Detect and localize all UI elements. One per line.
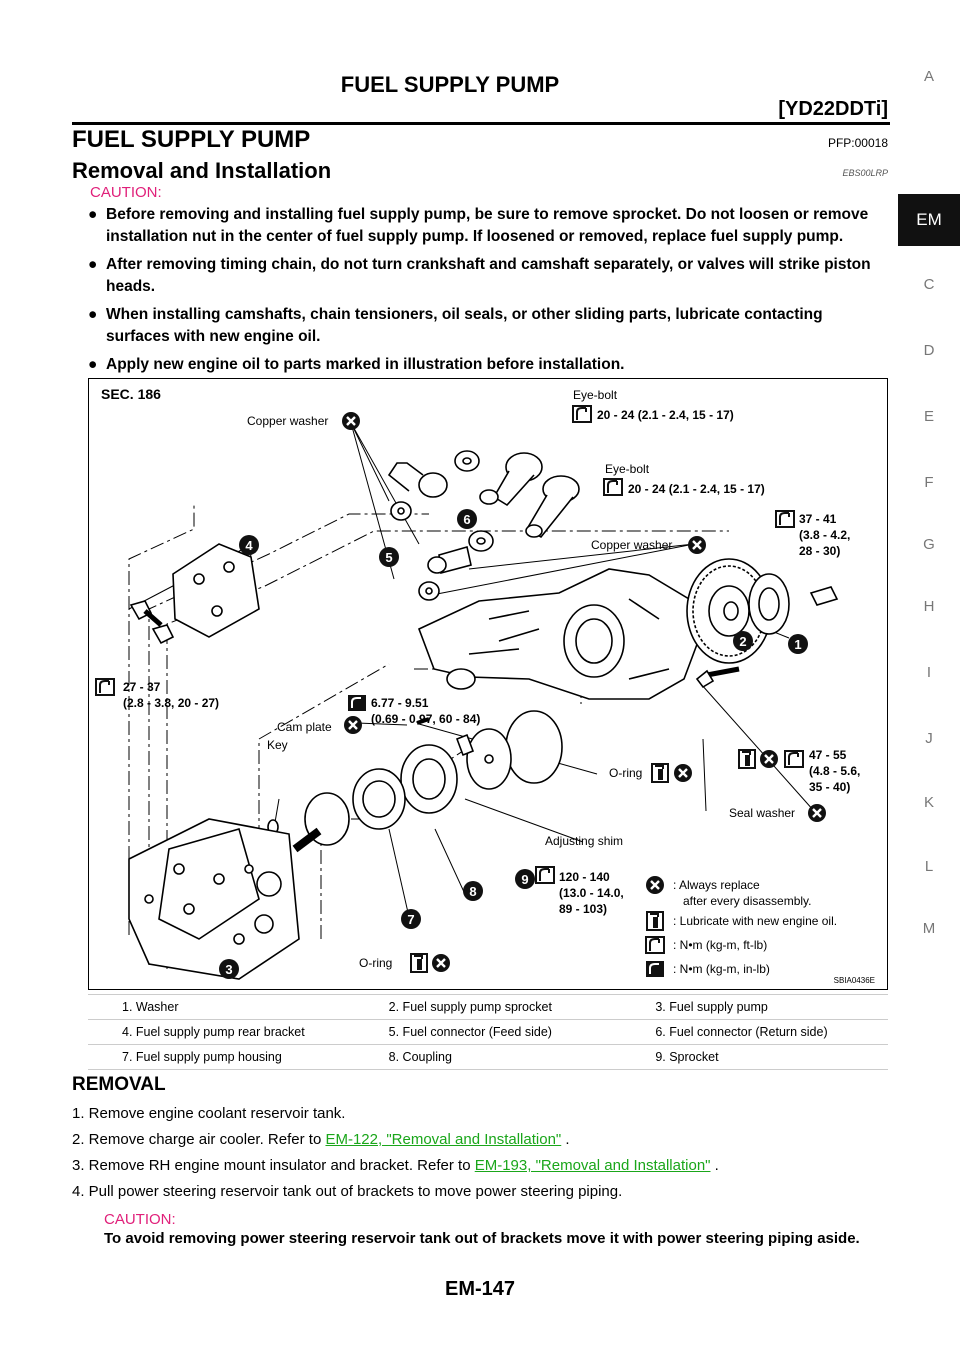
replace-icon bbox=[760, 750, 778, 768]
section-tab-f[interactable]: F bbox=[924, 474, 934, 491]
eye-bolt-label-2: Eye-bolt bbox=[605, 462, 650, 476]
copper-washer-label-top: Copper washer bbox=[247, 414, 329, 428]
legend-cell: 4. Fuel supply pump rear bracket bbox=[88, 1020, 355, 1045]
caution-list bbox=[88, 204, 888, 382]
torque-bracket-2: (2.8 - 3.8, 20 - 27) bbox=[123, 696, 220, 710]
oil-icon bbox=[739, 750, 755, 768]
page-number: EM-147 bbox=[444, 1278, 516, 1300]
torque-bracket-1: 27 - 37 bbox=[123, 680, 161, 694]
legend-torque-ftlb-icon bbox=[646, 937, 664, 953]
replace-icon bbox=[432, 954, 450, 972]
section-title: FUEL SUPPLY PUMP bbox=[72, 126, 311, 153]
o-ring-label-bottom: O-ring bbox=[359, 956, 393, 970]
copper-washer-label-mid: Copper washer bbox=[591, 538, 673, 552]
replace-icon bbox=[808, 804, 826, 822]
section-tab-g[interactable]: G bbox=[923, 536, 935, 553]
torque-sprocket-2: (13.0 - 14.0, bbox=[559, 886, 624, 900]
table-row bbox=[88, 1045, 888, 1070]
torque-wrench-icon bbox=[96, 679, 114, 695]
callout-3 bbox=[219, 959, 239, 979]
removal-step: 1. Remove engine coolant reservoir tank. bbox=[72, 1105, 346, 1122]
torque-sprocket-3: 89 - 103) bbox=[559, 902, 608, 916]
svg-text:1: 1 bbox=[794, 637, 802, 652]
section-tab-i[interactable]: I bbox=[926, 664, 932, 681]
torque-sprocket-1: 120 - 140 bbox=[559, 870, 610, 884]
engine-model: [YD22DDTi] bbox=[778, 98, 888, 120]
legend-torque-ftlb-text: : N•m (kg-m, ft-lb) bbox=[673, 938, 768, 952]
legend-replace-text-2: after every disassembly. bbox=[683, 894, 812, 908]
exploded-view-diagram bbox=[88, 378, 888, 990]
replace-icon bbox=[674, 764, 692, 782]
torque-sprocket-nut-1: 37 - 41 bbox=[799, 512, 837, 526]
subsection-title: Removal and Installation bbox=[72, 158, 332, 183]
part-code: PFP:00018 bbox=[827, 136, 888, 150]
key-label: Key bbox=[267, 738, 288, 752]
torque-seal-bolt-3: 35 - 40) bbox=[809, 780, 851, 794]
torque-wrench-icon bbox=[776, 511, 794, 527]
torque-seal-bolt-1: 47 - 55 bbox=[809, 748, 847, 762]
section-tab-em[interactable]: EM bbox=[898, 194, 960, 246]
torque-wrench-icon bbox=[785, 751, 803, 767]
section-tab-d[interactable]: D bbox=[923, 342, 935, 359]
section-tab-e[interactable]: E bbox=[923, 408, 934, 425]
replace-icon bbox=[342, 412, 360, 430]
eye-bolt-label-1: Eye-bolt bbox=[573, 388, 618, 402]
callout-4 bbox=[239, 535, 259, 555]
removal-step: 4. Pull power steering reservoir tank out of brackets to move power steering piping. bbox=[72, 1183, 623, 1200]
removal-step: 2. Remove charge air cooler. Refer to EM-122, "Removal and Installation" . bbox=[72, 1131, 570, 1148]
legend-torque-inlb-text: : N•m (kg-m, in-lb) bbox=[673, 962, 770, 976]
removal-heading: REMOVAL bbox=[72, 1074, 166, 1095]
svg-text:6: 6 bbox=[463, 512, 471, 527]
torque-wrench-icon bbox=[573, 406, 591, 422]
caution-item: ● When installing camshafts, chain tensioners, oil seals, or other sliding parts, lubricate contacting surfaces with new engine oil. bbox=[88, 306, 823, 345]
legend-cell: 7. Fuel supply pump housing bbox=[88, 1045, 355, 1070]
legend-oil-icon bbox=[647, 912, 663, 930]
table-row bbox=[88, 1020, 888, 1045]
legend-cell: 6. Fuel connector (Return side) bbox=[621, 1020, 888, 1045]
page-header-title: FUEL SUPPLY PUMP bbox=[340, 72, 560, 97]
callout-7 bbox=[401, 909, 421, 929]
torque-wrench-icon bbox=[604, 479, 622, 495]
caution-label: CAUTION: bbox=[90, 184, 162, 201]
em-122-link[interactable]: EM-122, "Removal and Installation" bbox=[325, 1131, 562, 1148]
section-tab-a[interactable]: A bbox=[923, 68, 934, 85]
parts-legend-table bbox=[88, 994, 888, 1070]
legend-cell: 5. Fuel connector (Feed side) bbox=[355, 1020, 622, 1045]
removal-steps bbox=[72, 1104, 892, 1208]
torque-seal-bolt-2: (4.8 - 5.6, bbox=[809, 764, 861, 778]
section-tab-c[interactable]: C bbox=[923, 276, 935, 293]
legend-replace-icon bbox=[646, 876, 664, 894]
torque-cam-plate-2: (0.69 - 0.97, 60 - 84) bbox=[371, 712, 481, 726]
cam-plate-label: Cam plate bbox=[277, 720, 332, 734]
subsection-code: EBS00LRP bbox=[842, 168, 888, 178]
callout-9 bbox=[515, 869, 535, 889]
legend-replace-text: : Always replace bbox=[673, 878, 760, 892]
svg-text:7: 7 bbox=[407, 912, 415, 927]
legend-cell: 3. Fuel supply pump bbox=[621, 995, 888, 1020]
callout-1 bbox=[788, 634, 808, 654]
svg-text:9: 9 bbox=[521, 872, 529, 887]
svg-text:2: 2 bbox=[739, 634, 747, 649]
torque-wrench-inlb-icon bbox=[348, 695, 366, 711]
torque-sprocket-nut-3: 28 - 30) bbox=[799, 544, 841, 558]
section-tab-k[interactable]: K bbox=[923, 794, 934, 811]
seal-washer-label: Seal washer bbox=[729, 806, 796, 820]
torque-cam-plate-1: 6.77 - 9.51 bbox=[371, 696, 429, 710]
em-193-link[interactable]: EM-193, "Removal and Installation" bbox=[474, 1157, 711, 1174]
svg-text:3: 3 bbox=[225, 962, 233, 977]
sec-number: SEC. 186 bbox=[101, 386, 161, 402]
removal-caution-text: To avoid removing power steering reservoir tank out of brackets move it with power steering piping aside. bbox=[104, 1230, 860, 1247]
removal-step: 3. Remove RH engine mount insulator and bracket. Refer to EM-193, "Removal and Installation" . bbox=[72, 1157, 719, 1174]
oil-icon bbox=[411, 954, 427, 972]
legend-cell: 9. Sprocket bbox=[621, 1045, 888, 1070]
torque-eye-bolt-1: 20 - 24 (2.1 - 2.4, 15 - 17) bbox=[597, 408, 734, 422]
caution-item: ● After removing timing chain, do not turn crankshaft and camshaft separately, or valves will strike piston heads. bbox=[88, 256, 871, 295]
section-tab-m[interactable]: M bbox=[922, 920, 936, 937]
legend-cell: 2. Fuel supply pump sprocket bbox=[355, 995, 622, 1020]
callout-6 bbox=[457, 509, 477, 529]
legend-cell: 1. Washer bbox=[88, 995, 355, 1020]
adjusting-shim-label: Adjusting shim bbox=[545, 834, 624, 848]
callout-2 bbox=[733, 631, 753, 651]
section-tab-h[interactable]: H bbox=[923, 598, 935, 615]
torque-wrench-icon bbox=[536, 867, 554, 883]
torque-eye-bolt-2: 20 - 24 (2.1 - 2.4, 15 - 17) bbox=[628, 482, 765, 496]
legend-cell: 8. Coupling bbox=[355, 1045, 622, 1070]
callout-5 bbox=[379, 547, 399, 567]
caution-item: ● Before removing and installing fuel supply pump, be sure to remove sprocket. Do not loosen or remove installation nut in the center of fuel supply pump. If loosened or removed, replace fuel supply pump. bbox=[88, 206, 869, 245]
svg-text:5: 5 bbox=[385, 550, 393, 565]
svg-text:8: 8 bbox=[469, 884, 477, 899]
callout-8 bbox=[463, 881, 483, 901]
section-tab-j[interactable]: J bbox=[925, 730, 933, 747]
table-row bbox=[88, 995, 888, 1020]
header-rule bbox=[72, 122, 890, 125]
oil-icon bbox=[652, 764, 668, 782]
removal-caution-label: CAUTION: bbox=[104, 1211, 176, 1228]
o-ring-label-right: O-ring bbox=[609, 766, 643, 780]
replace-icon bbox=[688, 536, 706, 554]
replace-icon bbox=[344, 716, 362, 734]
section-tab-l[interactable]: L bbox=[924, 858, 934, 875]
torque-sprocket-nut-2: (3.8 - 4.2, bbox=[799, 528, 851, 542]
caution-item: ● Apply new engine oil to parts marked in illustration before installation. bbox=[88, 356, 625, 373]
svg-text:4: 4 bbox=[245, 538, 253, 553]
figure-reference: SBIA0436E bbox=[833, 976, 875, 985]
legend-oil-text: : Lubricate with new engine oil. bbox=[673, 914, 838, 928]
legend-torque-inlb-icon bbox=[646, 961, 664, 977]
